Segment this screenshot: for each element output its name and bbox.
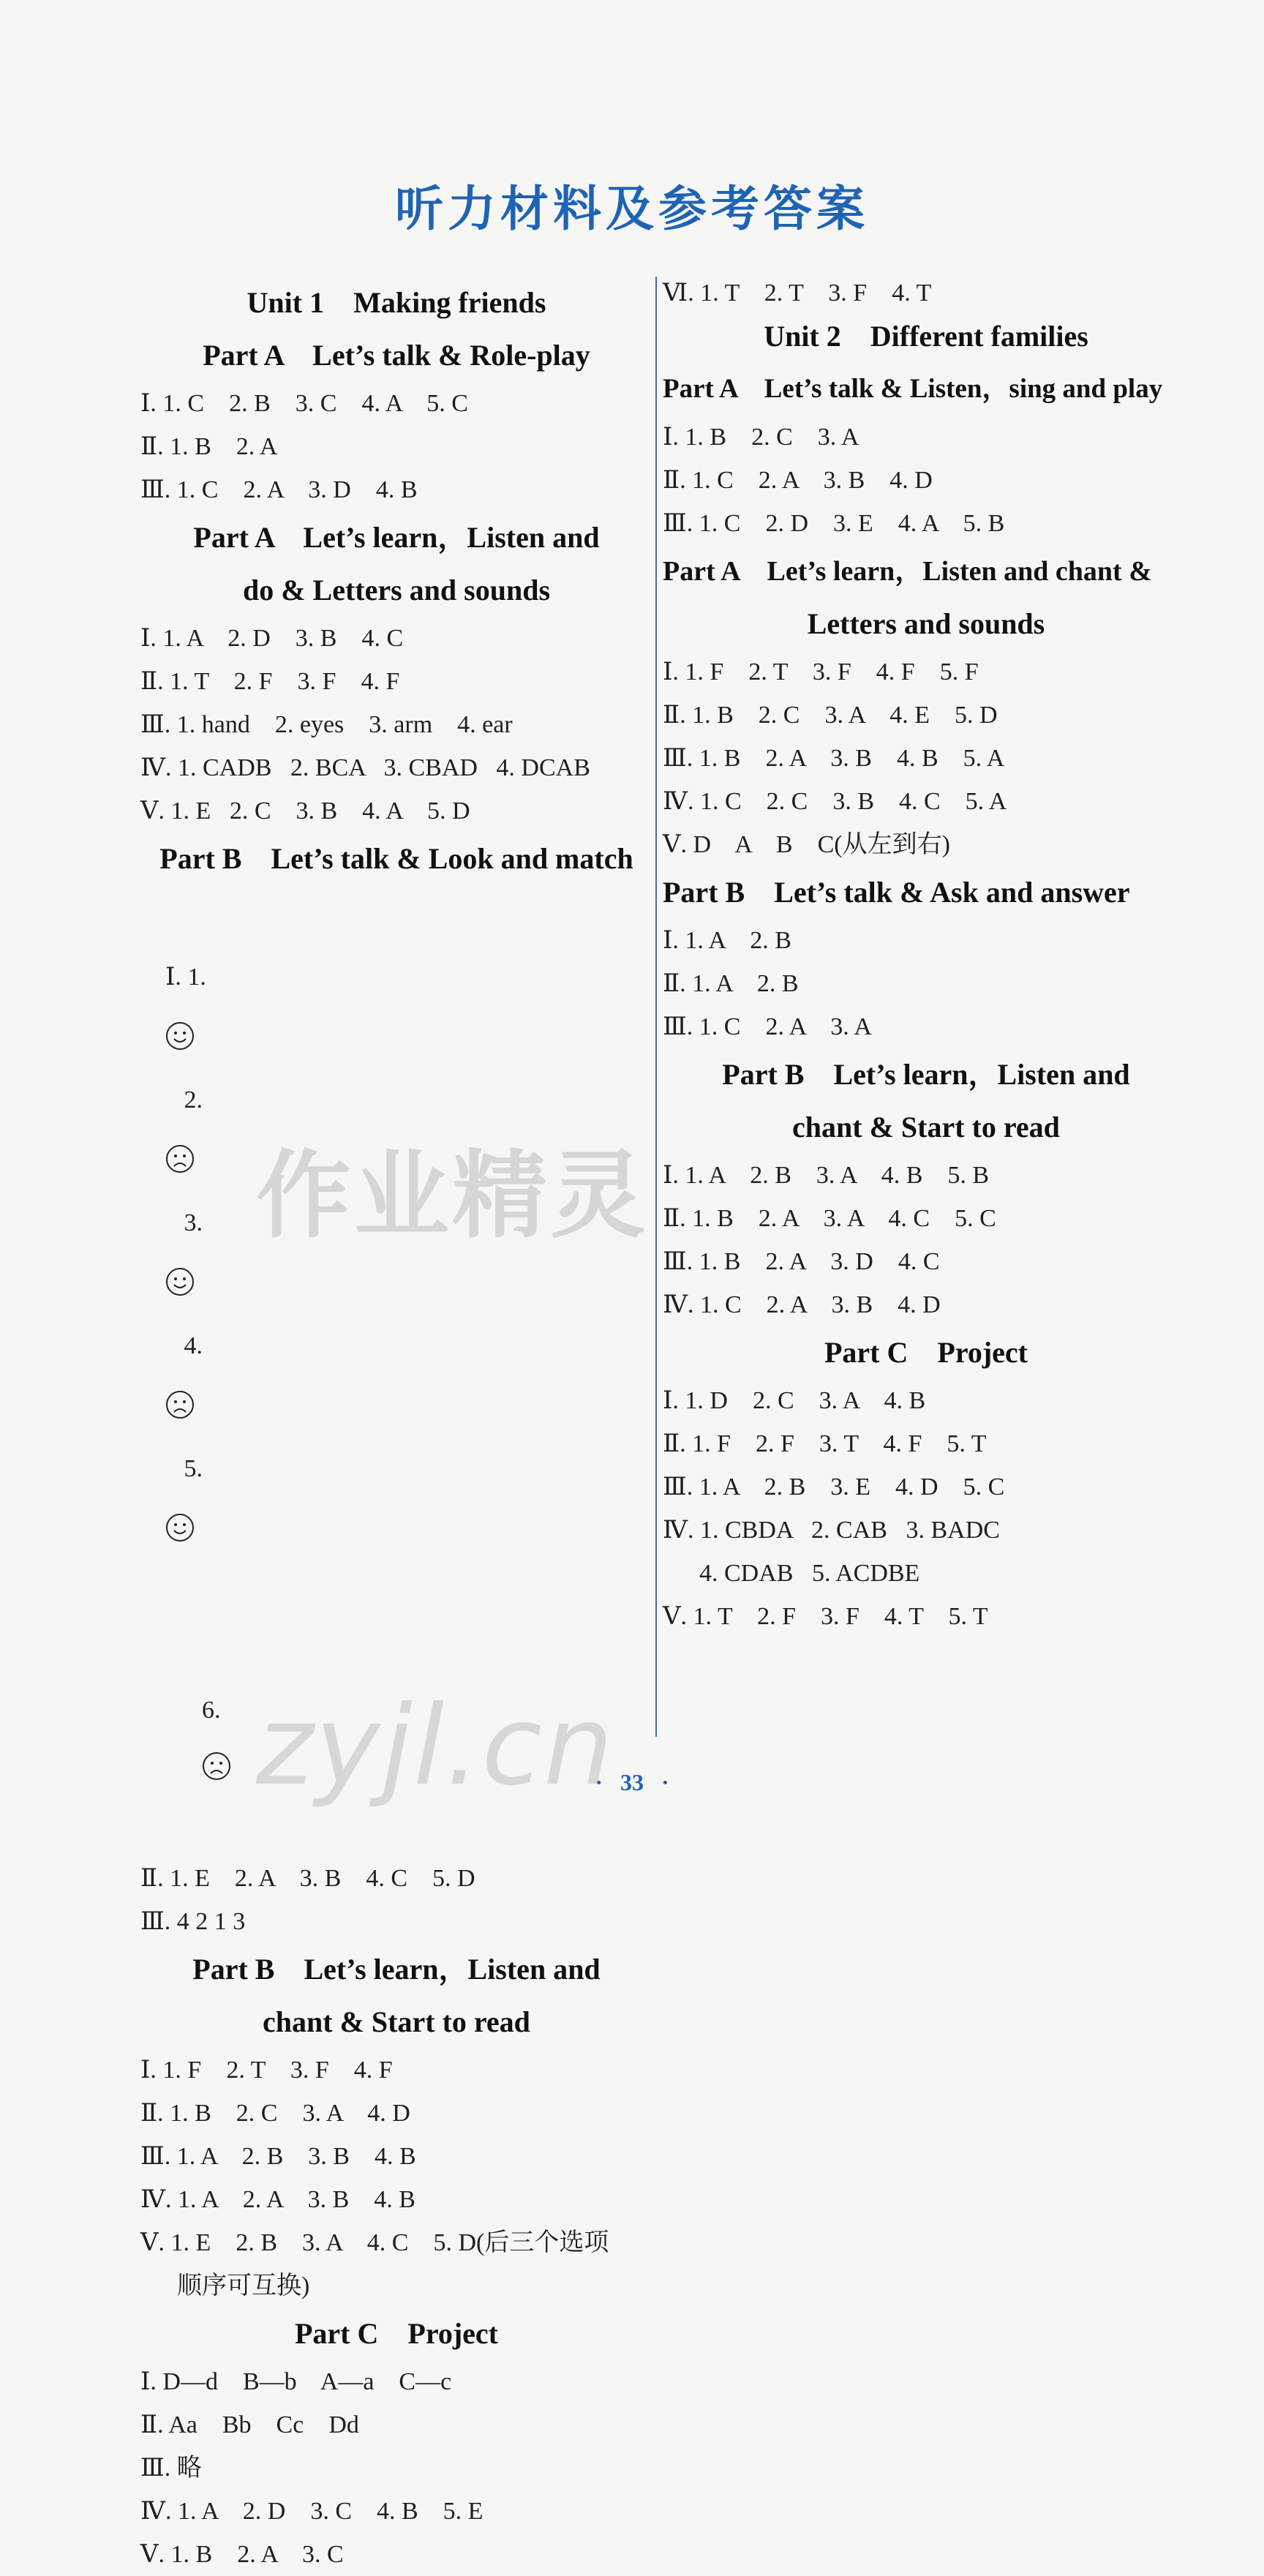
answer-line: Ⅰ. 1. C 2. B 3. C 4. A 5. C — [140, 390, 468, 417]
answer-line: Ⅲ. 1. A 2. B 3. B 4. B — [140, 2143, 416, 2170]
section-heading-cont: Letters and sounds — [807, 607, 1045, 640]
section-heading: Part B Let’s learn，Listen and — [722, 1058, 1130, 1091]
unit-1-title: Unit 1 Making friends — [247, 286, 546, 319]
answer-line: Ⅴ. 1. B 2. A 3. C — [140, 2541, 344, 2568]
answer-line: Ⅱ. 1. B 2. A 3. A 4. C 5. C — [663, 1205, 996, 1232]
face-label: 4. — [184, 1332, 203, 1359]
answer-line: Ⅱ. Aa Bb Cc Dd — [140, 2411, 359, 2438]
answer-line: Ⅳ. 1. A 2. D 3. C 4. B 5. E — [140, 2498, 484, 2525]
left-column — [140, 277, 652, 2576]
answer-line: Ⅱ. 1. F 2. F 3. T 4. F 5. T — [663, 1430, 987, 1457]
section-heading: Part B Let’s learn，Listen and — [192, 1953, 601, 1986]
answer-line: Ⅲ. 4 2 1 3 — [140, 1908, 246, 1935]
face-label: 5. — [184, 1455, 203, 1482]
answer-line: Ⅱ. 1. E 2. A 3. B 4. C 5. D — [140, 1865, 475, 1892]
smiley-face-icon — [165, 1513, 195, 1542]
answer-line: Ⅲ. 1. B 2. A 3. B 4. B 5. A — [663, 745, 1005, 772]
answer-line: Ⅳ. 1. A 2. A 3. B 4. B — [140, 2186, 415, 2213]
section-heading: Part A Let’s talk & Listen，sing and play — [663, 374, 1163, 404]
answer-line: Ⅰ. 1. B 2. C 3. A — [663, 424, 859, 451]
section-heading: Part A Let’s learn，Listen and chant & — [663, 556, 1152, 587]
answer-line: Ⅲ. 1. C 2. A 3. A — [663, 1013, 872, 1040]
answer-line: Ⅴ. 1. T 2. F 3. F 4. T 5. T — [663, 1603, 988, 1630]
answer-line: Ⅲ. 1. C 2. D 3. E 4. A 5. B — [663, 510, 1005, 537]
answer-line: Ⅲ. 1. C 2. A 3. D 4. B — [140, 476, 418, 503]
answer-line: Ⅲ. 1. B 2. A 3. D 4. C — [663, 1248, 940, 1275]
answer-line: Ⅰ. 1. A 2. D 3. B 4. C — [140, 625, 404, 652]
section-heading: Part C Project — [824, 1336, 1028, 1369]
section-heading: Part A Let’s talk & Role-play — [203, 339, 590, 372]
answer-line: Ⅰ. 1. F 2. T 3. F 4. F 5. F — [663, 658, 979, 686]
answer-line: Ⅳ. 1. CADB 2. BCA 3. CBAD 4. DCAB — [140, 754, 590, 781]
section-heading: Part B Let’s talk & Ask and answer — [663, 876, 1130, 909]
watermark-url: zyjl.cn — [256, 1683, 615, 1810]
answer-line: Ⅰ. D—d B—b A—a C—c — [140, 2368, 452, 2395]
section-heading-cont: chant & Start to read — [792, 1111, 1060, 1144]
sad-face-icon — [165, 1390, 195, 1419]
answer-line: Ⅳ. 1. CBDA 2. CAB 3. BADC — [663, 1517, 1000, 1544]
answer-line: Ⅱ. 1. C 2. A 3. B 4. D — [663, 467, 933, 494]
answer-line: Ⅲ. 1. hand 2. eyes 3. arm 4. ear — [140, 711, 513, 738]
column-divider — [655, 277, 657, 1737]
face-label: Ⅰ. 1. — [165, 964, 206, 991]
answer-line: Ⅴ. D A B C(从左到右) — [663, 831, 950, 858]
sad-face-icon — [165, 1144, 195, 1174]
answer-line: Ⅱ. 1. T 2. F 3. F 4. F — [140, 668, 400, 695]
answer-line: Ⅱ. 1. B 2. C 3. A 4. E 5. D — [663, 702, 998, 729]
section-heading: Part B Let’s talk & Look and match — [159, 842, 633, 875]
page-number: · 33 · — [595, 1769, 669, 1795]
answer-line: Ⅱ. 1. A 2. B — [663, 970, 799, 997]
face-label: 3. — [184, 1209, 203, 1236]
answer-line: Ⅰ. 1. D 2. C 3. A 4. B — [663, 1387, 926, 1414]
section-heading-cont: chant & Start to read — [263, 2005, 530, 2038]
section-heading: Part C Project — [294, 2317, 498, 2350]
face-label: 6. — [202, 1697, 221, 1724]
answer-line: Ⅱ. 1. B 2. A — [140, 433, 278, 460]
answer-line: Ⅰ. 1. A 2. B — [663, 927, 791, 954]
answer-line-cont: 顺序可互换) — [177, 2272, 310, 2299]
answer-line: Ⅳ. 1. C 2. A 3. B 4. D — [663, 1291, 941, 1318]
watermark-text: 作业精灵 — [256, 1140, 649, 1251]
right-column — [663, 277, 1189, 1638]
answer-line: Ⅲ. 略 — [140, 2455, 202, 2482]
smiley-face-icon — [165, 1021, 195, 1051]
section-heading-cont: do & Letters and sounds — [242, 574, 551, 607]
answer-line: Ⅱ. 1. B 2. C 3. A 4. D — [140, 2100, 410, 2127]
answer-line: Ⅵ. 1. T 2. T 3. F 4. T — [663, 279, 932, 307]
answer-line: Ⅰ. 1. A 2. B 3. A 4. B 5. B — [663, 1162, 990, 1189]
answer-line: Ⅰ. 1. F 2. T 3. F 4. F — [140, 2057, 393, 2084]
answer-line-cont: 4. CDAB 5. ACDBE — [699, 1560, 920, 1587]
face-label: 2. — [184, 1086, 203, 1114]
answer-line: Ⅳ. 1. C 2. C 3. B 4. C 5. A — [663, 788, 1007, 815]
answer-line: Ⅴ. 1. E 2. B 3. A 4. C 5. D(后三个选项 — [140, 2229, 609, 2256]
unit-2-title: Unit 2 Different families — [764, 320, 1088, 353]
page-title: 听力材料及参考答案 — [395, 181, 869, 237]
answer-line: Ⅴ. 1. E 2. C 3. B 4. A 5. D — [140, 797, 470, 825]
answer-line: Ⅲ. 1. A 2. B 3. E 4. D 5. C — [663, 1473, 1005, 1501]
smiley-face-icon — [165, 1267, 195, 1296]
section-heading: Part A Let’s learn，Listen and — [193, 521, 600, 554]
